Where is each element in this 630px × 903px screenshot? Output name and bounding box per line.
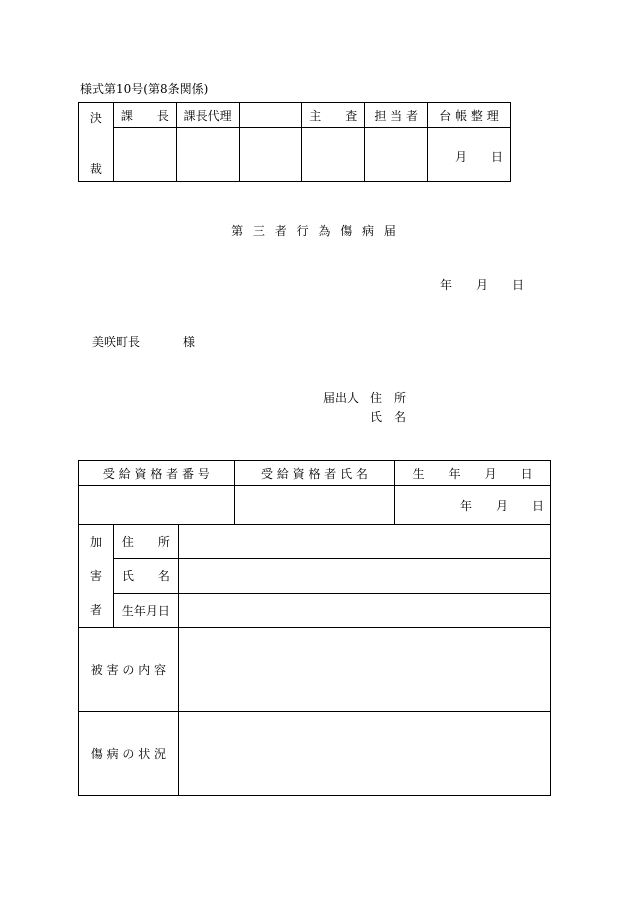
- perpetrator-char-1: 加: [89, 535, 102, 549]
- perpetrator-address-label: 住 所: [113, 525, 178, 559]
- perpetrator-dob-label: 生年月日: [113, 593, 178, 627]
- kessai-top: 決: [89, 111, 102, 125]
- header-kacho-dairi: 課長代理: [176, 103, 239, 128]
- submitter-address-label: 住 所: [370, 391, 407, 405]
- header-blank: [239, 103, 302, 128]
- header-recipient-dob: 生 年 月 日: [395, 461, 551, 486]
- injury-label: 傷 病 の 状 況: [79, 712, 179, 796]
- header-shusa: 主 査: [302, 103, 365, 128]
- recipient-number-field[interactable]: [79, 486, 235, 525]
- recipient-dob-field[interactable]: [395, 486, 551, 525]
- form-number: 様式第10号(第8条関係): [80, 82, 209, 96]
- kessai-bottom: 裁: [89, 162, 102, 176]
- perpetrator-char-2: 害: [89, 569, 102, 583]
- addressee-honorific: 様: [183, 335, 196, 349]
- header-recipient-name: 受 給 資 格 者 氏 名: [234, 461, 395, 486]
- submitter-name-label: 氏 名: [370, 410, 407, 424]
- stamp-blank[interactable]: [239, 128, 302, 182]
- perpetrator-label-cell: [79, 525, 114, 628]
- form-title: 第 三 者 行 為 傷 病 届: [231, 224, 399, 238]
- injury-field[interactable]: [178, 712, 550, 796]
- perpetrator-dob-field[interactable]: [178, 593, 550, 627]
- main-table: [78, 460, 551, 796]
- header-tanto: 担 当 者: [365, 103, 428, 128]
- stamp-kacho-dairi[interactable]: [176, 128, 239, 182]
- recipient-name-field[interactable]: [234, 486, 395, 525]
- stamp-kacho[interactable]: [113, 128, 176, 182]
- perpetrator-name-label: 氏 名: [113, 559, 178, 593]
- stamp-tanto[interactable]: [365, 128, 428, 182]
- perpetrator-address-field[interactable]: [178, 525, 550, 559]
- header-kacho: 課 長: [113, 103, 176, 128]
- addressee: 美咲町長: [92, 335, 141, 349]
- stamp-shusa[interactable]: [302, 128, 365, 182]
- damage-field[interactable]: [178, 628, 550, 712]
- approval-table: [78, 102, 511, 182]
- daicho-date-text: 月 日: [455, 150, 504, 164]
- header-recipient-number: 受 給 資 格 者 番 号: [79, 461, 235, 486]
- damage-label: 被 害 の 内 容: [79, 628, 179, 712]
- submitter-label: 届出人: [323, 391, 360, 405]
- perpetrator-name-field[interactable]: [178, 559, 550, 593]
- kessai-cell: [79, 103, 114, 182]
- perpetrator-char-3: 者: [89, 603, 102, 617]
- daicho-date[interactable]: [428, 128, 511, 182]
- recipient-dob-text: 年 月 日: [459, 498, 544, 513]
- header-daicho: 台 帳 整 理: [428, 103, 511, 128]
- submission-date[interactable]: 年 月 日: [440, 278, 525, 292]
